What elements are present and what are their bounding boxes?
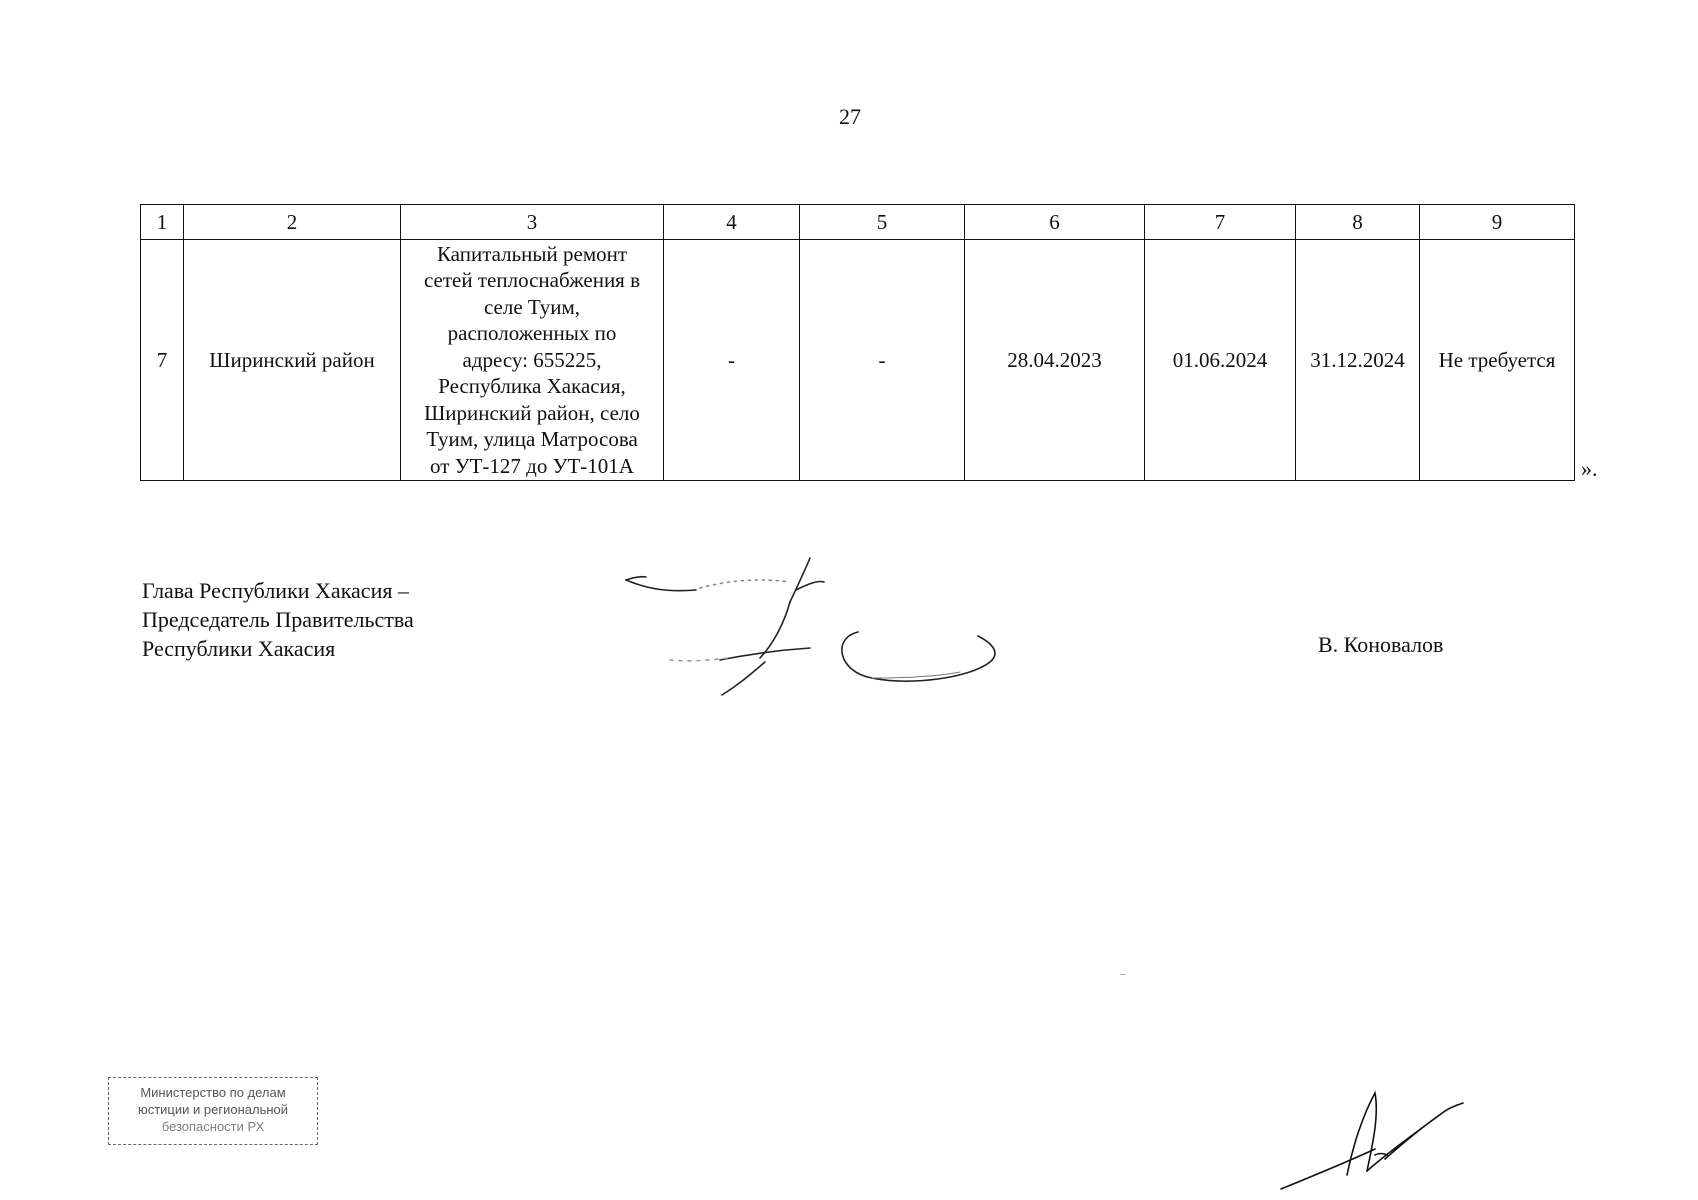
column-header: 8 — [1296, 205, 1420, 240]
description-line: расположенных по — [447, 321, 617, 346]
row-number: 7 — [141, 240, 184, 481]
description-line: селе Туим, — [483, 294, 580, 319]
stamp-line: Министерство по делам — [140, 1085, 286, 1100]
signatory-title-line: Председатель Правительства — [142, 607, 414, 632]
column-header: 5 — [800, 205, 965, 240]
handwritten-signature — [610, 550, 1000, 700]
stamp-line: безопасности РХ — [161, 1119, 265, 1134]
signatory-title — [142, 576, 414, 663]
signer-name: В. Коновалов — [1318, 632, 1444, 657]
column-header: 1 — [141, 205, 184, 240]
date-cell: 31.12.2024 — [1296, 240, 1420, 481]
signatory-title-line: Глава Республики Хакасия – — [142, 578, 409, 603]
description-line: Республика Хакасия, — [438, 374, 626, 399]
column-header: 6 — [965, 205, 1145, 240]
closing-quote: ». — [1581, 456, 1598, 481]
district-cell: Ширинский район — [184, 240, 401, 481]
object-table — [140, 204, 1575, 481]
initials-signature — [1275, 1085, 1465, 1195]
table-row — [141, 240, 1575, 481]
signatory-title-line: Республики Хакасия — [142, 636, 336, 661]
description-line: Капитальный ремонт — [436, 241, 628, 266]
description-line: адресу: 655225, — [462, 347, 602, 372]
column-header: 4 — [664, 205, 800, 240]
ministry-stamp — [108, 1077, 318, 1145]
col5-cell: - — [800, 240, 965, 481]
description-line: Ширинский район, село — [424, 400, 640, 425]
header-row — [141, 205, 1575, 240]
description-line: сетей теплоснабжения в — [423, 268, 641, 293]
date-cell: 01.06.2024 — [1145, 240, 1296, 481]
column-header: 2 — [184, 205, 401, 240]
description-cell — [401, 240, 664, 481]
column-header: 9 — [1420, 205, 1575, 240]
column-header: 7 — [1145, 205, 1296, 240]
scan-speck — [1120, 974, 1126, 975]
col4-cell: - — [664, 240, 800, 481]
requirement-cell: Не требуется — [1420, 240, 1575, 481]
description-line: от УТ-127 до УТ-101А — [430, 453, 634, 478]
column-header: 3 — [401, 205, 664, 240]
page-number: 27 — [839, 104, 861, 129]
date-cell: 28.04.2023 — [965, 240, 1145, 481]
description-line: Туим, улица Матросова — [426, 427, 638, 452]
stamp-line: юстиции и региональной — [137, 1102, 289, 1117]
